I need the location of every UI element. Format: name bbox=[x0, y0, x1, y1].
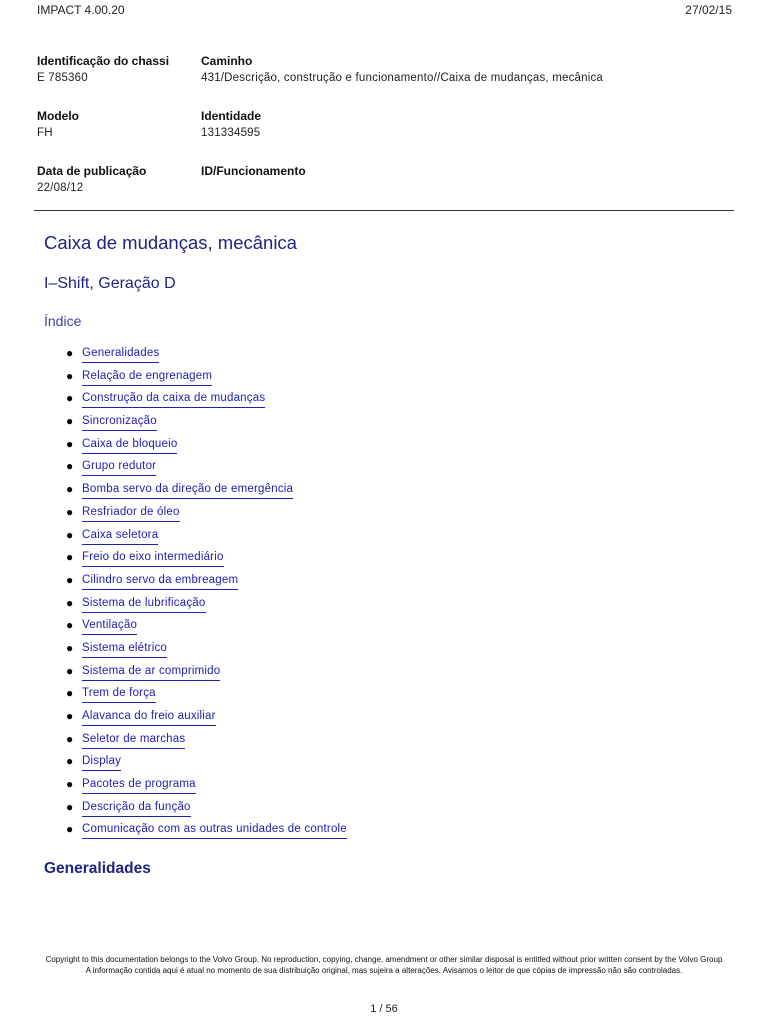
bullet-icon: ● bbox=[66, 822, 74, 837]
bullet-icon: ● bbox=[66, 436, 74, 451]
page-header bbox=[37, 3, 732, 19]
document-subtitle: I–Shift, Geração D bbox=[44, 275, 176, 292]
path-label: Caminho bbox=[201, 54, 253, 68]
toc-item bbox=[66, 528, 347, 551]
metadata-row bbox=[37, 108, 737, 163]
path-field bbox=[201, 53, 721, 86]
bullet-icon: ● bbox=[66, 640, 74, 655]
bullet-icon: ● bbox=[66, 618, 74, 633]
toc-item bbox=[66, 686, 347, 709]
bullet-icon: ● bbox=[66, 368, 74, 383]
toc-item bbox=[66, 800, 347, 823]
toc-item bbox=[66, 709, 347, 732]
bullet-icon: ● bbox=[66, 504, 74, 519]
publication-date-value: 22/08/12 bbox=[37, 182, 84, 194]
chassis-id-field bbox=[37, 53, 197, 86]
chassis-id-value: E 785360 bbox=[37, 72, 88, 84]
toc-item bbox=[66, 754, 347, 777]
section-heading: Generalidades bbox=[44, 860, 151, 877]
bullet-icon: ● bbox=[66, 550, 74, 565]
toc-item bbox=[66, 618, 347, 641]
toc-item bbox=[66, 641, 347, 664]
toc-link-bomba-servo[interactable]: Bomba servo da direção de emergência bbox=[82, 482, 293, 499]
toc-item bbox=[66, 573, 347, 596]
toc-link-alavanca-freio[interactable]: Alavanca do freio auxiliar bbox=[82, 709, 216, 726]
toc-link-freio-eixo[interactable]: Freio do eixo intermediário bbox=[82, 550, 224, 567]
toc-link-sincronizacao[interactable]: Sincronização bbox=[82, 414, 157, 431]
toc-link-ventilacao[interactable]: Ventilação bbox=[82, 618, 137, 635]
publication-date-label: Data de publicação bbox=[37, 164, 147, 178]
toc-item bbox=[66, 369, 347, 392]
toc-item bbox=[66, 732, 347, 755]
toc-item bbox=[66, 459, 347, 482]
toc-link-ar-comprimido[interactable]: Sistema de ar comprimido bbox=[82, 664, 220, 681]
toc-link-descricao-funcao[interactable]: Descrição da função bbox=[82, 800, 191, 817]
identity-field bbox=[201, 108, 721, 141]
toc-link-display[interactable]: Display bbox=[82, 754, 121, 771]
copyright-notice: Copyright to this documentation belongs to the Volvo Group. No reproduction, copying, change, amendment or other similar disposal is entitled without prior written consent by the Volvo Group bbox=[45, 955, 723, 964]
toc-item bbox=[66, 346, 347, 369]
id-function-label: ID/Funcionamento bbox=[201, 164, 306, 178]
toc-item bbox=[66, 482, 347, 505]
toc-link-comunicacao[interactable]: Comunicação com as outras unidades de controle bbox=[82, 822, 347, 839]
page-number: 1 / 56 bbox=[370, 1003, 398, 1015]
toc-link-pacotes-programa[interactable]: Pacotes de programa bbox=[82, 777, 196, 794]
model-label: Modelo bbox=[37, 109, 79, 123]
toc-link-seletor-marchas[interactable]: Seletor de marchas bbox=[82, 732, 185, 749]
toc-item bbox=[66, 505, 347, 528]
bullet-icon: ● bbox=[66, 799, 74, 814]
bullet-icon: ● bbox=[66, 686, 74, 701]
chassis-id-label: Identificação do chassi bbox=[37, 54, 170, 68]
bullet-icon: ● bbox=[66, 391, 74, 406]
table-of-contents bbox=[66, 346, 347, 845]
bullet-icon: ● bbox=[66, 777, 74, 792]
toc-item bbox=[66, 414, 347, 437]
header-date: 27/02/15 bbox=[685, 3, 732, 17]
toc-item bbox=[66, 596, 347, 619]
bullet-icon: ● bbox=[66, 482, 74, 497]
app-version: IMPACT 4.00.20 bbox=[37, 3, 125, 17]
toc-item bbox=[66, 391, 347, 414]
bullet-icon: ● bbox=[66, 731, 74, 746]
header-divider bbox=[34, 210, 734, 211]
document-title: Caixa de mudanças, mecânica bbox=[44, 232, 297, 253]
bullet-icon: ● bbox=[66, 572, 74, 587]
path-value: 431/Descrição, construção e funcionamento//Caixa de mudanças, mecânica bbox=[201, 72, 604, 84]
identity-label: Identidade bbox=[201, 109, 262, 123]
toc-item bbox=[66, 550, 347, 573]
bullet-icon: ● bbox=[66, 663, 74, 678]
publication-date-field bbox=[37, 163, 197, 196]
bullet-icon: ● bbox=[66, 527, 74, 542]
toc-item bbox=[66, 822, 347, 845]
toc-link-relacao-engrenagem[interactable]: Relação de engrenagem bbox=[82, 369, 212, 386]
id-function-field bbox=[201, 163, 721, 179]
toc-link-caixa-seletora[interactable]: Caixa seletora bbox=[82, 528, 158, 545]
toc-link-generalidades[interactable]: Generalidades bbox=[82, 346, 159, 363]
metadata-row bbox=[37, 53, 737, 108]
bullet-icon: ● bbox=[66, 459, 74, 474]
bullet-icon: ● bbox=[66, 709, 74, 723]
toc-item bbox=[66, 777, 347, 800]
toc-item bbox=[66, 437, 347, 460]
toc-link-grupo-redutor[interactable]: Grupo redutor bbox=[82, 459, 156, 476]
toc-link-sistema-lubrificacao[interactable]: Sistema de lubrificação bbox=[82, 596, 206, 613]
page-footer bbox=[30, 954, 738, 976]
disclaimer-notice: A informação contida aqui é atual no momento de sua distribuição original, mas sujeira a alterações. Avisamos o leitor de que cópias de impressão não são controladas. bbox=[85, 966, 683, 975]
bullet-icon: ● bbox=[66, 414, 74, 429]
toc-link-construcao[interactable]: Construção da caixa de mudanças bbox=[82, 391, 265, 408]
index-heading: Índice bbox=[44, 313, 82, 329]
toc-item bbox=[66, 664, 347, 687]
bullet-icon: ● bbox=[66, 346, 74, 360]
toc-link-cilindro-servo[interactable]: Cilindro servo da embreagem bbox=[82, 573, 238, 590]
toc-link-resfriador-oleo[interactable]: Resfriador de óleo bbox=[82, 505, 180, 522]
bullet-icon: ● bbox=[66, 595, 74, 610]
toc-link-sistema-eletrico[interactable]: Sistema elétrico bbox=[82, 641, 167, 658]
document-metadata bbox=[37, 53, 737, 218]
toc-link-caixa-bloqueio[interactable]: Caixa de bloqueio bbox=[82, 437, 177, 454]
model-field bbox=[37, 108, 197, 141]
model-value: FH bbox=[37, 127, 53, 139]
identity-value: 131334595 bbox=[201, 127, 261, 139]
bullet-icon: ● bbox=[66, 754, 74, 769]
toc-link-trem-forca[interactable]: Trem de força bbox=[82, 686, 156, 703]
